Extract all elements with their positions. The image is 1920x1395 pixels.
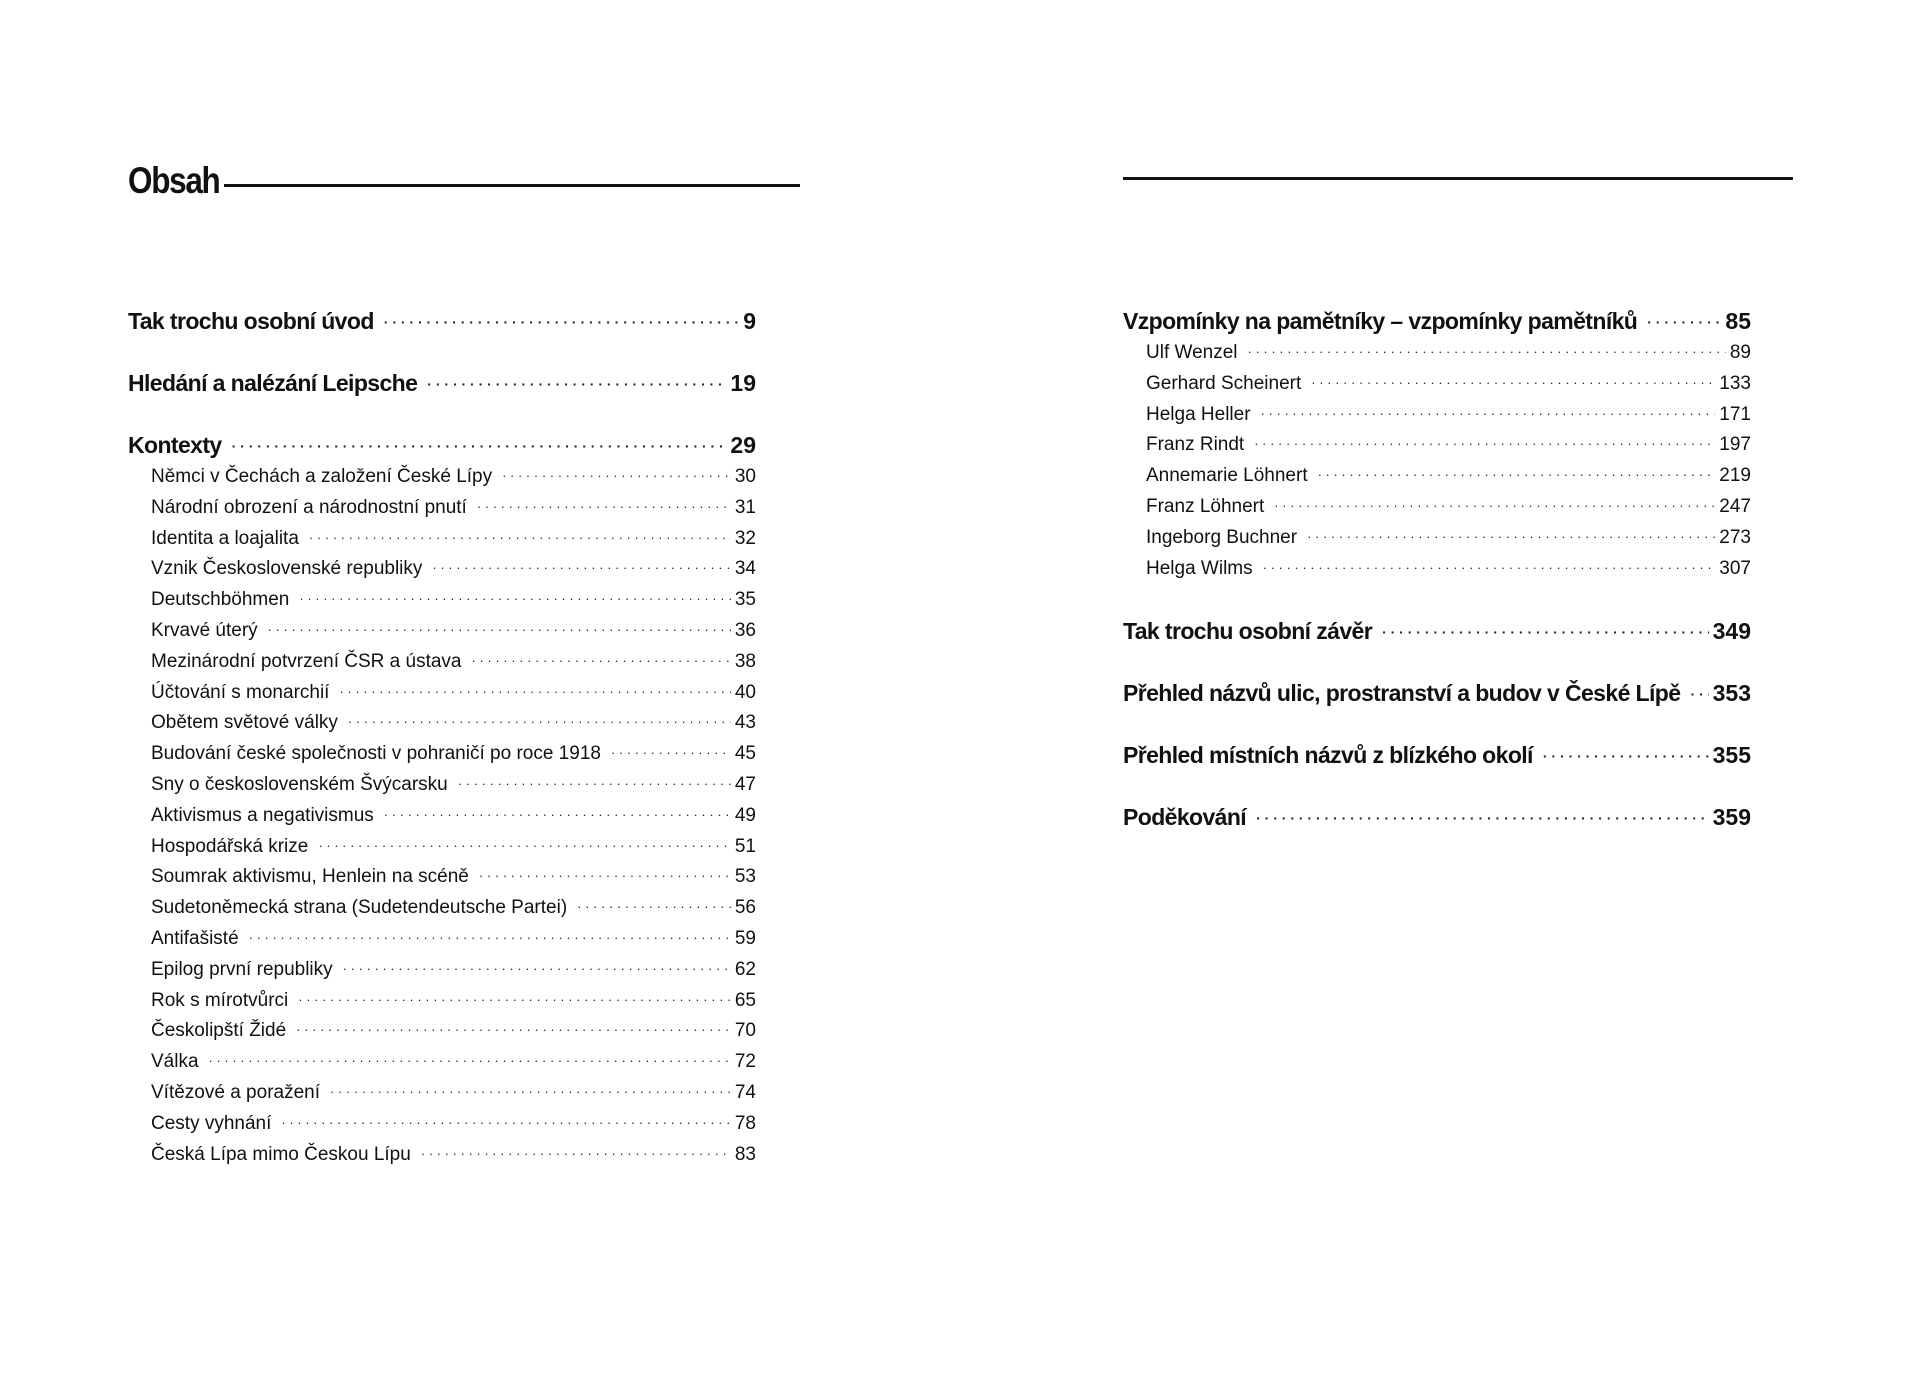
toc-subentry-page: 35 xyxy=(734,589,756,611)
toc-entry-title: Tak trochu osobní úvod xyxy=(128,308,374,334)
toc-subentry-page: 247 xyxy=(1719,495,1751,517)
toc-subentry[interactable] xyxy=(1123,523,1751,554)
toc-subentry-page: 45 xyxy=(734,743,756,765)
dot-leader xyxy=(384,800,731,831)
toc-subentry-title: Epilog první republiky xyxy=(151,958,333,980)
toc-subentry[interactable] xyxy=(128,739,756,770)
toc-entry-title: Poděkování xyxy=(1123,804,1247,831)
toc-subentry[interactable] xyxy=(128,462,756,493)
toc-subentry[interactable] xyxy=(128,832,756,863)
toc-subentry-page: 49 xyxy=(734,804,756,826)
dot-leader xyxy=(611,738,731,769)
toc-subentry-title: Mezinárodní potvrzení ČSR a ústava xyxy=(151,650,462,672)
toc-subentry-title: Helga Wilms xyxy=(1146,557,1253,579)
toc-subentry-title: Franz Löhnert xyxy=(1146,495,1265,517)
toc-subentry[interactable] xyxy=(128,1078,756,1109)
dot-leader xyxy=(1690,679,1708,709)
toc-list-right xyxy=(1123,306,1751,832)
toc-subentry-title: Budování české společnosti v pohraničí po roce 1918 xyxy=(151,743,601,765)
toc-subentry[interactable] xyxy=(128,986,756,1017)
toc-entry-title: Vzpomínky na pamětníky – vzpomínky pamětníků xyxy=(1123,308,1638,334)
toc-subentry-page: 31 xyxy=(734,496,756,518)
toc-subentry-page: 36 xyxy=(734,619,756,641)
toc-subentry-title: Ingeborg Buchner xyxy=(1146,526,1298,548)
dot-leader xyxy=(318,831,731,862)
toc-subentry-title: Vítězové a poražení xyxy=(151,1081,320,1103)
dot-leader xyxy=(343,954,731,985)
toc-entry-title: Kontexty xyxy=(128,432,222,458)
toc-subentry-title: Českolipští Židé xyxy=(151,1020,287,1042)
toc-subentry-page: 78 xyxy=(734,1112,756,1134)
toc-entry[interactable] xyxy=(1123,306,1751,336)
toc-subentry[interactable] xyxy=(128,1016,756,1047)
toc-subentry-title: Helga Heller xyxy=(1146,403,1251,425)
toc-subentry-title: Sny o československém Švýcarsku xyxy=(151,773,448,795)
toc-subentry-page: 34 xyxy=(734,558,756,580)
toc-subentry[interactable] xyxy=(128,1109,756,1140)
toc-subentry-title: Cesty vyhnání xyxy=(151,1112,272,1134)
dot-leader xyxy=(296,1015,731,1046)
toc-subentry-page: 30 xyxy=(734,466,756,487)
toc-subentry[interactable] xyxy=(128,585,756,616)
dot-leader xyxy=(427,369,726,399)
toc-subentry-page: 197 xyxy=(1719,434,1751,456)
dot-leader xyxy=(249,923,731,954)
toc-entry-page: 19 xyxy=(730,370,756,396)
toc-entry-page: 355 xyxy=(1712,742,1751,769)
toc-subentry-title: Sudetoněmecká strana (Sudetendeutsche Partei) xyxy=(151,897,568,919)
toc-entry-page: 349 xyxy=(1712,618,1751,645)
toc-subentry-title: Obětem světové války xyxy=(151,712,338,734)
toc-subentry-title: Deutschböhmen xyxy=(151,589,290,611)
toc-entry[interactable] xyxy=(128,368,756,398)
toc-subentry-page: 43 xyxy=(734,712,756,734)
dot-leader xyxy=(281,1108,730,1139)
toc-subentry[interactable] xyxy=(1123,430,1751,461)
toc-subentry-page: 47 xyxy=(734,773,756,795)
heading-rule xyxy=(224,184,800,187)
dot-leader xyxy=(1261,399,1716,430)
toc-subentry-page: 56 xyxy=(734,897,756,919)
dot-leader xyxy=(268,615,731,646)
toc-entry-page: 9 xyxy=(743,308,756,334)
toc-subentry-title: Rok s mírotvůrci xyxy=(151,989,289,1011)
toc-subentry-page: 38 xyxy=(734,650,756,672)
toc-subentry-title: Identita a loajalita xyxy=(151,527,299,549)
dot-leader xyxy=(1254,429,1715,460)
dot-leader xyxy=(1263,553,1716,584)
dot-leader xyxy=(1647,307,1721,337)
dot-leader xyxy=(1248,337,1726,368)
toc-subentry-title: Aktivismus a negativismus xyxy=(151,804,374,826)
toc-list-left xyxy=(128,306,756,1170)
toc-subentry[interactable] xyxy=(128,616,756,647)
toc-subentry-page: 62 xyxy=(734,958,756,980)
toc-subentry-title: Krvavé úterý xyxy=(151,619,258,641)
toc-entry[interactable] xyxy=(1123,616,1751,646)
toc-subentry-page: 219 xyxy=(1719,465,1751,487)
toc-subentry[interactable] xyxy=(128,708,756,739)
toc-subentry[interactable] xyxy=(128,1047,756,1078)
toc-subentry-page: 40 xyxy=(734,681,756,703)
toc-subentry-title: Franz Rindt xyxy=(1146,434,1245,456)
toc-subentry[interactable] xyxy=(128,524,756,555)
toc-subentry-page: 72 xyxy=(734,1051,756,1073)
dot-leader xyxy=(502,461,731,492)
dot-leader xyxy=(348,707,731,738)
dot-leader xyxy=(1318,460,1716,491)
toc-subentry-page: 53 xyxy=(734,866,756,888)
dot-leader xyxy=(1543,741,1709,771)
toc-subentry-page: 133 xyxy=(1719,372,1751,394)
dot-leader xyxy=(309,523,731,554)
dot-leader xyxy=(1307,522,1715,553)
toc-subentry-title: Národní obrození a národnostní pnutí xyxy=(151,496,467,518)
heading-rule xyxy=(1123,177,1793,180)
toc-subentry-page: 59 xyxy=(734,927,756,949)
toc-entry[interactable] xyxy=(128,306,756,336)
toc-subentry-page: 65 xyxy=(734,989,756,1011)
toc-subentry-page: 171 xyxy=(1719,403,1751,425)
toc-entry[interactable] xyxy=(1123,678,1751,708)
toc-subentry-page: 51 xyxy=(734,835,756,857)
toc-entry-title: Přehled názvů ulic, prostranství a budov v České Lípě xyxy=(1123,680,1681,707)
toc-entry-page: 29 xyxy=(730,432,756,458)
dot-leader xyxy=(577,892,731,923)
toc-subentry[interactable] xyxy=(1123,492,1751,523)
toc-entry-title: Hledání a nalézání Leipsche xyxy=(128,370,418,396)
dot-leader xyxy=(432,553,730,584)
dot-leader xyxy=(477,492,731,523)
toc-entry[interactable] xyxy=(1123,802,1751,832)
toc-subentry[interactable] xyxy=(128,770,756,801)
toc-subentry[interactable] xyxy=(128,647,756,678)
dot-leader xyxy=(472,646,731,677)
toc-subentry[interactable] xyxy=(128,924,756,955)
dot-leader xyxy=(1311,368,1715,399)
toc-subentry-page: 32 xyxy=(734,527,756,549)
toc-subentry-title: Vznik Československé republiky xyxy=(151,558,423,580)
toc-entry[interactable] xyxy=(128,430,756,460)
toc-subentry[interactable] xyxy=(1123,338,1751,369)
toc-entry-title: Tak trochu osobní závěr xyxy=(1123,618,1373,645)
dot-leader xyxy=(339,677,730,708)
toc-subentry[interactable] xyxy=(128,955,756,986)
toc-entry-page: 359 xyxy=(1712,804,1751,831)
toc-subentry-page: 70 xyxy=(734,1020,756,1042)
dot-leader xyxy=(1274,491,1715,522)
toc-subentry[interactable] xyxy=(128,862,756,893)
toc-subentry[interactable] xyxy=(128,893,756,924)
toc-subentry[interactable] xyxy=(1123,400,1751,431)
toc-heading-row xyxy=(128,160,800,202)
dot-leader xyxy=(384,307,739,337)
dot-leader xyxy=(1382,617,1709,647)
dot-leader xyxy=(232,431,727,461)
toc-entry-page: 85 xyxy=(1725,308,1751,334)
toc-subentry-title: Válka xyxy=(151,1051,199,1073)
toc-subentry[interactable] xyxy=(1123,554,1751,585)
toc-subentry[interactable] xyxy=(128,801,756,832)
toc-subentry[interactable] xyxy=(128,678,756,709)
dot-leader xyxy=(1256,803,1709,833)
toc-subentry[interactable] xyxy=(1123,461,1751,492)
toc-subentry[interactable] xyxy=(1123,369,1751,400)
toc-entry-title: Přehled místních názvů z blízkého okolí xyxy=(1123,742,1533,769)
toc-subentry-title: Antifašisté xyxy=(151,927,239,949)
dot-leader xyxy=(299,584,730,615)
dot-leader xyxy=(421,1139,731,1170)
toc-subentry-title: Annemarie Löhnert xyxy=(1146,465,1308,487)
toc-subentry-title: Soumrak aktivismu, Henlein na scéně xyxy=(151,866,469,888)
toc-subentry-title: Účtování s monarchií xyxy=(151,681,330,703)
toc-subentry[interactable] xyxy=(128,1140,756,1171)
dot-leader xyxy=(330,1077,731,1108)
toc-subentry-title: Hospodářská krize xyxy=(151,835,309,857)
toc-subentry[interactable] xyxy=(128,554,756,585)
dot-leader xyxy=(458,769,731,800)
toc-subentry-page: 83 xyxy=(734,1143,756,1165)
toc-subentry-page: 74 xyxy=(734,1081,756,1103)
toc-subentry-page: 307 xyxy=(1719,557,1751,579)
toc-entry[interactable] xyxy=(1123,740,1751,770)
toc-subentry-page: 89 xyxy=(1729,342,1751,363)
toc-subentry[interactable] xyxy=(128,493,756,524)
dot-leader xyxy=(298,985,731,1016)
toc-subentry-title: Gerhard Scheinert xyxy=(1146,372,1302,394)
toc-subentry-page: 273 xyxy=(1719,526,1751,548)
toc-subentry-title: Němci v Čechách a založení České Lípy xyxy=(151,466,493,487)
dot-leader xyxy=(209,1046,731,1077)
toc-subentry-title: Ulf Wenzel xyxy=(1146,342,1238,363)
toc-entry-page: 353 xyxy=(1712,680,1751,707)
toc-heading: Obsah xyxy=(128,160,220,201)
dot-leader xyxy=(479,861,731,892)
toc-subentry-title: Česká Lípa mimo Českou Lípu xyxy=(151,1143,411,1165)
